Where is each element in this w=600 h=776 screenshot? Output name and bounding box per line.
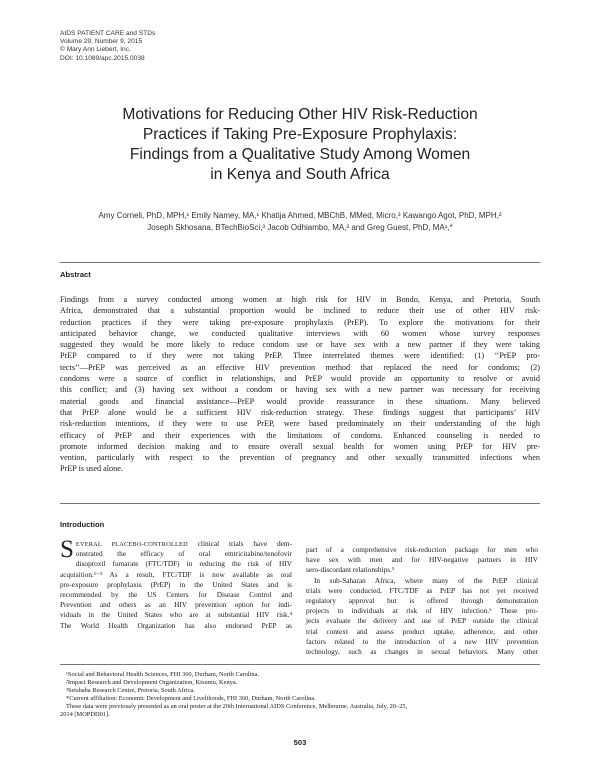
intro-line: projects to individuals at risk of HIV infection.⁶ These pro- <box>306 606 538 616</box>
abstract-line: PrEP is used alone. <box>60 464 123 474</box>
abstract-line: that PrEP alone would be a sufficient HIV risk-reduction strategy. These findings suggest that participants’ HIV <box>60 407 540 417</box>
abstract-line: PrEP compared to if they were not taking PrEP. Three interrelated themes were identified: (1) ‘‘PrEP pro- <box>60 351 540 361</box>
intro-line: disoproxil fumarate (FTC/TDF) in reducing the risk of HIV <box>75 559 292 569</box>
journal-header <box>60 30 155 63</box>
abstract-line: efficacy of PrEP and their experiences with the limitations of condoms. Enhanced counseling is needed to <box>60 430 540 440</box>
footnote-rule <box>60 664 540 665</box>
intro-line: factors related to the introduction of a new HIV prevention <box>306 636 538 646</box>
intro-line: The World Health Organization has also endorsed PrEP as <box>60 620 292 630</box>
abstract-line: material goods and financial assistance—PrEP would provide reassurance in these situations. Many believed <box>60 396 540 406</box>
intro-line: pre-exposure prophylaxis (PrEP) in the United States and is <box>60 579 292 589</box>
introduction-heading: Introduction <box>60 520 105 529</box>
footnotes <box>60 671 540 720</box>
intro-line: regulatory approval but is offered through demonstration <box>306 595 538 605</box>
abstract-line: condoms were a source of conflict in relationships, and PrEP would provide an opportunity to resolve or avoid <box>60 374 540 384</box>
article-title <box>70 105 530 185</box>
footnote: *Current affiliation: Economic Development and Livelihoods, FHI 360, Durham, North Carolina. <box>66 695 316 703</box>
abstract-line: this conflict; and (3) having sex without a condom or having sex with a new partner was necessary for receiving <box>60 385 540 395</box>
title-line: Findings from a Qualitative Study Among Women <box>129 146 471 163</box>
journal-name: AIDS PATIENT CARE and STDs <box>60 30 156 37</box>
title-line: Motivations for Reducing Other HIV Risk-Reduction <box>122 106 478 123</box>
footnote: These data were previously presented as an oral poster at the 20th International AIDS Conference, Melbourne, Australia, July, 20–25, <box>66 703 408 711</box>
author-list <box>60 210 540 234</box>
journal-volume: Volume 29, Number 9, 2015 <box>60 38 143 46</box>
abstract-bottom-rule <box>60 503 540 504</box>
abstract-line: risk-reduction intentions, if they were to use PrEP, were based predominately on their understanding of the high <box>60 419 540 429</box>
page-number: 503 <box>293 738 307 747</box>
intro-line: technology, such as changes in sexual behaviors. Many other <box>306 646 538 656</box>
intro-line: part of a comprehensive risk-reduction package for men who <box>306 545 538 554</box>
intro-line: onstrated the efficacy of oral emtricitabine/tenofovir <box>75 549 292 559</box>
abstract-line: anticipated behavior change, we conducted qualitative interviews with 60 women whose survey responses <box>60 328 540 338</box>
title-line: in Kenya and South Africa <box>210 166 390 183</box>
abstract-top-rule <box>60 262 540 263</box>
intro-right-column <box>306 545 538 657</box>
intro-line: acquisition.¹⁻³ As a result, FTC/TDF is now available as oral <box>60 569 292 579</box>
intro-line: sero-discordant relationships.⁵ <box>306 565 395 575</box>
drop-cap: S <box>60 536 74 563</box>
abstract-line: vention, particularly with respect to the prevention of pregnancy and other sexually transmitted infections when <box>60 453 540 463</box>
abstract-line: tects’’—PrEP was perceived as an effective HIV prevention method that replaced the need for condoms; (2) <box>60 362 540 372</box>
intro-line: trials were conducted, FTC/TDF as PrEP has not yet received <box>306 585 538 595</box>
abstract-line: reduction practices if they were taking pre-exposure prophylaxis (PrEP). To explore the motivations for their <box>60 317 540 327</box>
abstract-line: Africa, demonstrated that a substantial proportion would be inclined to reduce their use of other HIV risk- <box>60 306 540 316</box>
intro-line: trial context and assess product uptake, adherence, and other <box>306 626 538 636</box>
footnote: ²Impact Research and Development Organization, Kisumu, Kenya. <box>66 679 238 687</box>
journal-doi: DOI: 10.1089/apc.2015.0038 <box>60 54 145 62</box>
intro-line: have sex with men and for HIV-negative partners in HIV <box>306 555 538 565</box>
abstract-line: Findings from a survey conducted among women at high risk for HIV in Bondo, Kenya, and Pretoria, South <box>60 295 540 304</box>
intro-left-column <box>60 536 292 631</box>
intro-line: viduals in the United States who are at substantial HIV risk.⁴ <box>60 610 292 620</box>
intro-line: jects evaluate the delivery and use of PrEP outside the clinical <box>306 616 538 626</box>
intro-line: EVERAL PLACEBO-CONTROLLED clinical trials have dem- <box>75 539 292 548</box>
abstract-body <box>60 294 540 475</box>
footnote: ¹Social and Behavioral Health Sciences, FHI 360, Durham, North Carolina. <box>66 671 260 678</box>
intro-line: recommended by the US Centers for Disease Control and <box>60 589 292 599</box>
author-line: Amy Corneli, PhD, MPH,¹ Emily Namey, MA,¹ Khatija Ahmed, MBChB, MMed, Micro,³ Kawango Agot, PhD, MPH,² <box>98 211 502 220</box>
journal-copyright: © Mary Ann Liebert, Inc. <box>60 46 131 54</box>
footnote: 2014 [MOPDD01]. <box>60 711 110 719</box>
footnote: ³Setshaba Research Centre, Pretoria, South Africa. <box>66 687 195 695</box>
intro-line: Prevention and others as an HIV prevention option for indi- <box>60 600 292 610</box>
intro-line: In sub-Saharan Africa, where many of the PrEP clinical <box>314 575 538 585</box>
abstract-heading: Abstract <box>60 270 91 279</box>
abstract-line: suggested they would be more likely to reduce condom use or have sex with a new partner if they were taking <box>60 340 540 350</box>
title-line: Practices if Taking Pre-Exposure Prophylaxis: <box>142 126 458 143</box>
abstract-line: promote informed decision making and to ensure overall sexual health for women using PrEP for HIV pre- <box>60 441 540 451</box>
author-line: Joseph Skhosana, BTechBioSci,³ Jacob Odhiambo, MA,² and Greg Guest, PhD, MA¹,* <box>147 223 453 232</box>
